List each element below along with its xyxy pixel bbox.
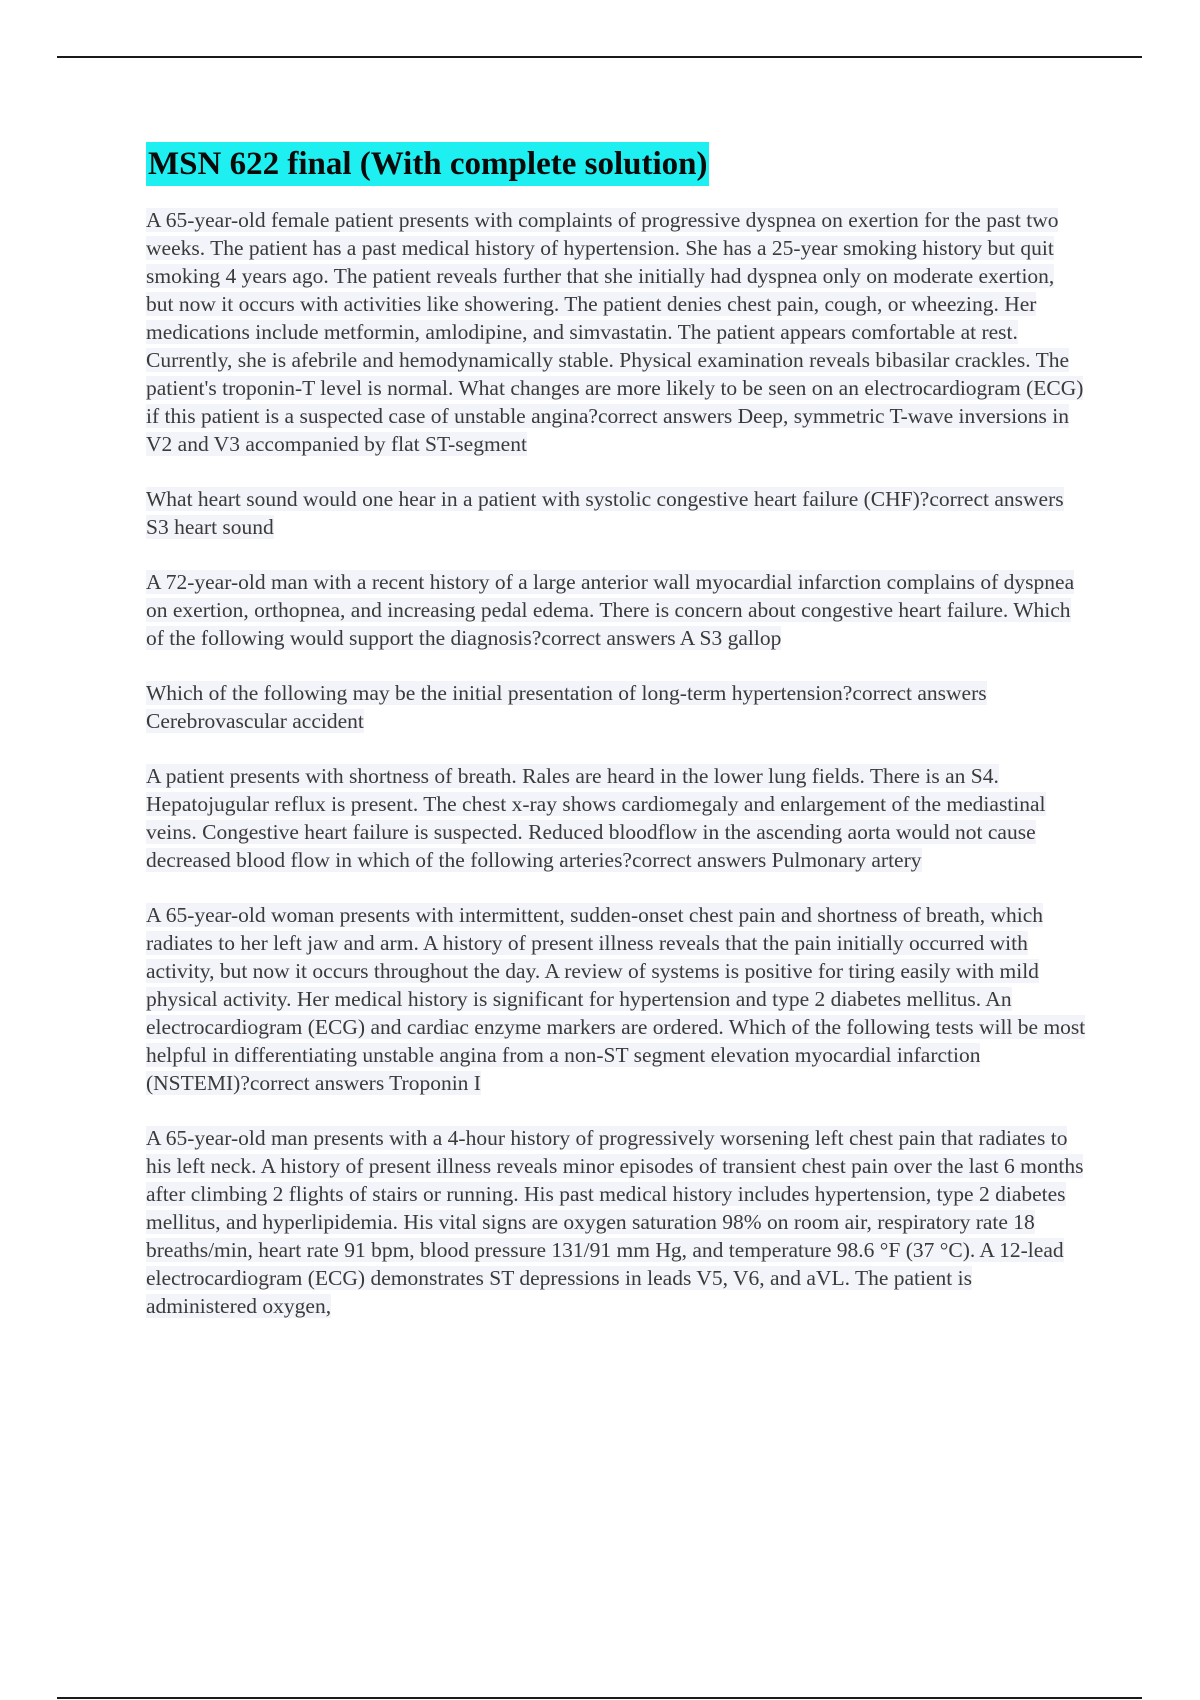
qa-text: A 65-year-old female patient presents with complaints of progressive dyspnea on exertion for the past two weeks. The patient has a past medical history of hypertension. She has a 25-year smoking history but quit smoking 4 years ago. The patient reveals further that she initially had dyspnea only on moderate exertion, but now it occurs with activities like showering. The patient denies chest pain, cough, or wheezing. Her medications include metformin, amlodipine, and simvastatin. The patient appears comfortable at rest. Currently, she is afebrile and hemodynamically stable. Physical examination reveals bibasilar crackles. The patient's troponin-T level is normal. What changes are more likely to be seen on an electrocardiogram (ECG) if this patient is a suspected case of unstable angina?correct answers Deep, symmetric T-wave inversions in V2 and V3 accompanied by flat ST-segment: [146, 208, 1084, 456]
qa-text: A patient presents with shortness of breath. Rales are heard in the lower lung fields. There is an S4. Hepatojugular reflux is present. The chest x-ray shows cardiomegaly and enlargement of the mediastinal veins. Congestive heart failure is suspected. Reduced bloodflow in the ascending aorta would not cause decreased blood flow in which of the following arteries?correct answers Pulmonary artery: [146, 764, 1046, 872]
qa-text: What heart sound would one hear in a patient with systolic congestive heart failure (CHF)?correct answers S3 heart sound: [146, 487, 1064, 539]
document-body: [146, 142, 1086, 1347]
qa-item-7: [146, 1124, 1086, 1320]
qa-item-6: [146, 901, 1086, 1097]
qa-item-2: [146, 485, 1086, 541]
qa-text: A 72-year-old man with a recent history of a large anterior wall myocardial infarction complains of dyspnea on exertion, orthopnea, and increasing pedal edema. There is concern about congestive heart failure. Which of the following would support the diagnosis?correct answers A S3 gallop: [146, 570, 1075, 650]
bottom-rule: [57, 1697, 1142, 1699]
qa-item-3: [146, 568, 1086, 652]
document-title: MSN 622 final (With complete solution): [146, 142, 709, 186]
qa-text: A 65-year-old man presents with a 4-hour history of progressively worsening left chest pain that radiates to his left neck. A history of present illness reveals minor episodes of transient chest pain over the last 6 months after climbing 2 flights of stairs or running. His past medical history includes hypertension, type 2 diabetes mellitus, and hyperlipidemia. His vital signs are oxygen saturation 98% on room air, respiratory rate 18 breaths/min, heart rate 91 bpm, blood pressure 131/91 mm Hg, and temperature 98.6 °F (37 °C). A 12-lead electrocardiogram (ECG) demonstrates ST depressions in leads V5, V6, and aVL. The patient is administered oxygen,: [146, 1126, 1084, 1318]
qa-item-5: [146, 762, 1086, 874]
qa-item-1: [146, 206, 1086, 458]
qa-text: A 65-year-old woman presents with intermittent, sudden-onset chest pain and shortness of breath, which radiates to her left jaw and arm. A history of present illness reveals that the pain initially occurred with activity, but now it occurs throughout the day. A review of systems is positive for tiring easily with mild physical activity. Her medical history is significant for hypertension and type 2 diabetes mellitus. An electrocardiogram (ECG) and cardiac enzyme markers are ordered. Which of the following tests will be most helpful in differentiating unstable angina from a non-ST segment elevation myocardial infarction (NSTEMI)?correct answers Troponin I: [146, 903, 1086, 1095]
top-rule: [57, 56, 1142, 58]
qa-text: Which of the following may be the initial presentation of long-term hypertension?correct answers Cerebrovascular accident: [146, 681, 987, 733]
qa-item-4: [146, 679, 1086, 735]
